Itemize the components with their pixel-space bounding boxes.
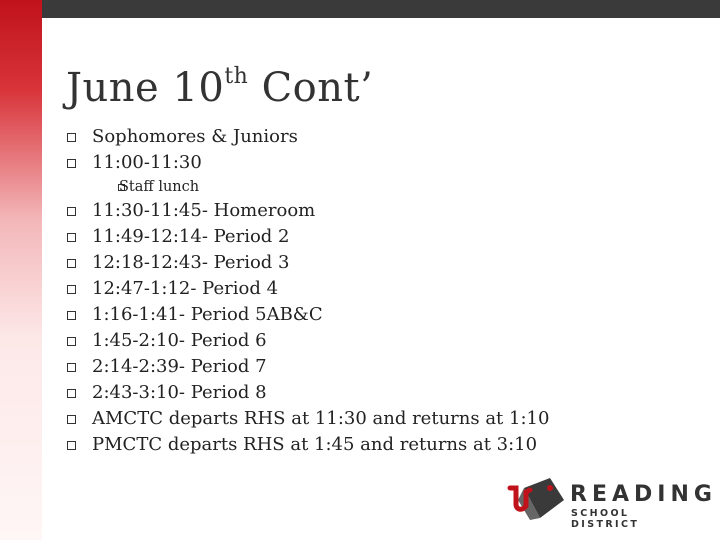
- square-bullet-icon: [67, 337, 76, 346]
- bullet-text: 1:45-2:10- Period 6: [92, 330, 267, 351]
- bullet-item: [66, 328, 700, 354]
- bullet-item: [66, 354, 700, 380]
- square-bullet-icon: [67, 159, 76, 168]
- bullet-item: [66, 406, 700, 432]
- bullet-text: AMCTC departs RHS at 11:30 and returns at 1:10: [92, 408, 550, 429]
- square-bullet-icon: [67, 133, 76, 142]
- sub-bullet-item: [66, 176, 700, 198]
- square-bullet-icon: [67, 233, 76, 242]
- bullet-item: [66, 250, 700, 276]
- logo-mark-icon: [500, 474, 566, 524]
- logo-subtitle: SCHOOL DISTRICT: [571, 508, 640, 530]
- square-bullet-icon: [67, 415, 76, 424]
- bullet-text: 2:14-2:39- Period 7: [92, 356, 267, 377]
- bullet-text: 2:43-3:10- Period 8: [92, 382, 267, 403]
- title-superscript: th: [224, 64, 249, 89]
- square-bullet-icon: [67, 389, 76, 398]
- bullet-item: [66, 302, 700, 328]
- title-end: Cont’: [248, 65, 374, 111]
- bullet-item: [66, 380, 700, 406]
- district-logo: [500, 474, 717, 530]
- bullet-text: 11:30-11:45- Homeroom: [92, 200, 316, 221]
- square-bullet-icon: [67, 285, 76, 294]
- bullet-item: [66, 198, 700, 224]
- title-main: June 10: [66, 65, 225, 111]
- square-bullet-icon: [67, 441, 76, 450]
- logo-wordmark: READING: [570, 482, 717, 507]
- bullet-list: [66, 124, 700, 458]
- bullet-text: PMCTC departs RHS at 1:45 and returns at 3:10: [92, 434, 538, 455]
- square-bullet-icon: [67, 259, 76, 268]
- bullet-text: Sophomores & Juniors: [92, 126, 298, 147]
- sub-bullet-text: Staff lunch: [119, 179, 200, 195]
- square-bullet-icon: [67, 311, 76, 320]
- left-accent-strip: [0, 0, 42, 540]
- bullet-text: 11:49-12:14- Period 2: [92, 226, 290, 247]
- bullet-item: [66, 276, 700, 302]
- bullet-text: 11:00-11:30: [92, 152, 202, 173]
- bullet-text: 12:47-1:12- Period 4: [92, 278, 279, 299]
- bullet-item: [66, 124, 700, 150]
- slide-title: [66, 64, 373, 111]
- square-bullet-icon: [67, 207, 76, 216]
- bullet-item: [66, 224, 700, 250]
- top-bar: [42, 0, 720, 18]
- bullet-item: [66, 432, 700, 458]
- bullet-item: [66, 150, 700, 176]
- bullet-text: 12:18-12:43- Period 3: [92, 252, 290, 273]
- bullet-text: 1:16-1:41- Period 5AB&C: [92, 304, 323, 325]
- square-bullet-icon: [67, 363, 76, 372]
